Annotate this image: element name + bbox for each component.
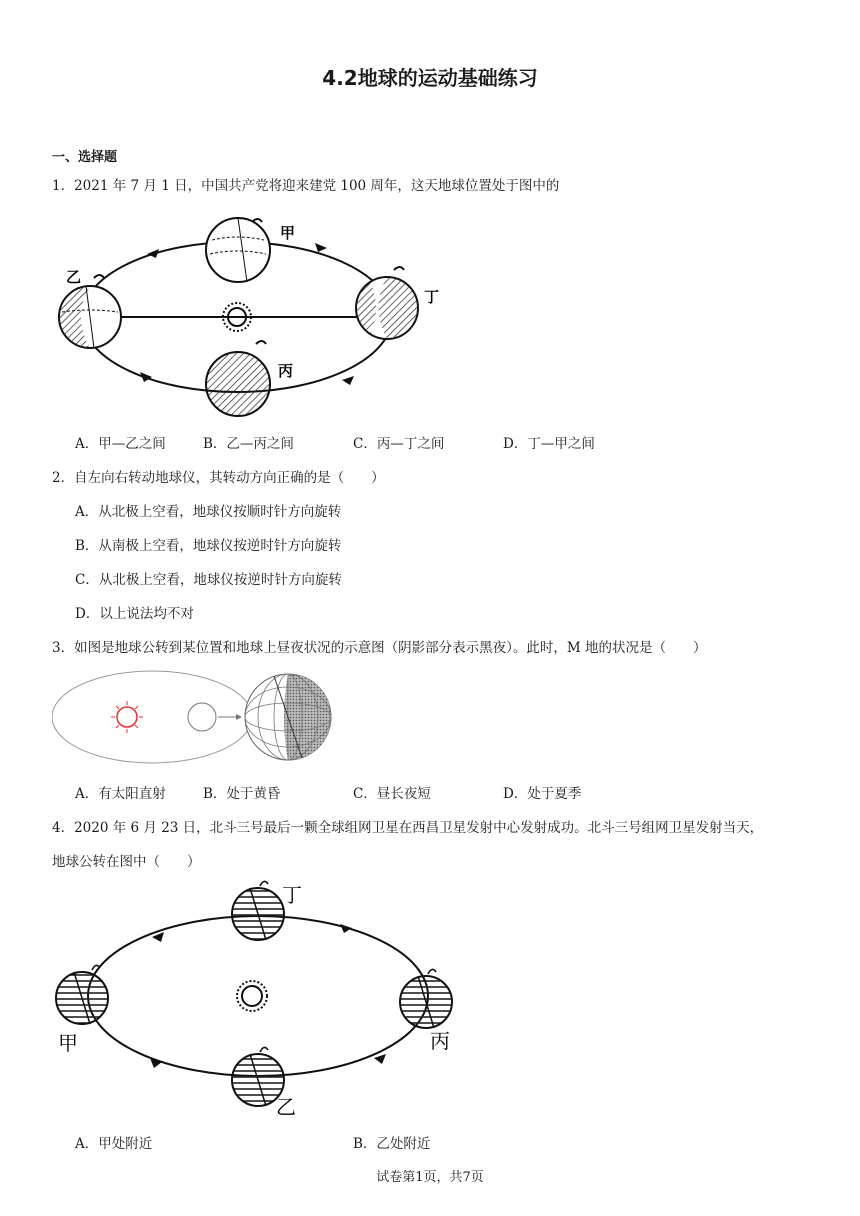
question-3-stem: 3．如图是地球公转到某位置和地球上昼夜状况的示意图（阴影部分表示黑夜）。此时，M 地的状况是（ ） xyxy=(52,640,707,656)
question-4-options xyxy=(75,1132,430,1152)
label-jia: 甲 xyxy=(280,224,296,242)
globe-ding xyxy=(232,881,284,940)
question-4-stem-line2: 地球公转在图中（ ） xyxy=(52,854,201,870)
sun-icon xyxy=(237,981,267,1011)
question-1-figure xyxy=(52,212,452,422)
globe-jia xyxy=(56,965,108,1024)
question-4-figure xyxy=(52,876,472,1116)
globe-day-night xyxy=(245,674,331,760)
question-4-stem-line1: 4．2020 年 6 月 23 日，北斗三号最后一颗全球组网卫星在西昌卫星发射中心发射成功。北斗三号组网卫星发射当天， xyxy=(52,820,764,836)
option-b[interactable]: B．乙处附近 xyxy=(353,1136,431,1152)
section-heading: 一、选择题 xyxy=(52,150,118,165)
option-a[interactable]: A．甲处附近 xyxy=(75,1136,153,1152)
question-3-options xyxy=(75,782,581,802)
globe-ding xyxy=(356,267,418,339)
option-a[interactable]: A．从北极上空看，地球仪按顺时针方向旋转 xyxy=(75,504,342,520)
globe-jia xyxy=(206,218,270,282)
option-b[interactable]: B．乙—丙之间 xyxy=(203,436,294,452)
globe-bing xyxy=(400,969,452,1028)
option-a[interactable]: A．有太阳直射 xyxy=(75,786,166,802)
page-footer: 试卷第1页，共7页 xyxy=(376,1170,484,1185)
label-yi: 乙 xyxy=(66,268,82,286)
label-ding: 丁 xyxy=(424,288,440,306)
question-1-stem: 1．2021 年 7 月 1 日，中国共产党将迎来建党 100 周年，这天地球位置处于图中的 xyxy=(52,178,560,194)
label-bing: 丙 xyxy=(278,362,294,380)
option-a[interactable]: A．甲—乙之间 xyxy=(75,436,166,452)
question-1-options xyxy=(75,432,595,452)
option-c[interactable]: C．从北极上空看，地球仪按逆时针方向旋转 xyxy=(75,572,342,588)
question-2-stem: 2．自左向右转动地球仪，其转动方向正确的是（ ） xyxy=(52,470,385,486)
question-3-figure xyxy=(52,668,337,768)
label-bing: 丙 xyxy=(430,1029,450,1053)
label-yi: 乙 xyxy=(276,1095,296,1116)
option-d[interactable]: D．丁—甲之间 xyxy=(503,436,595,452)
option-b[interactable]: B．处于黄昏 xyxy=(203,786,281,802)
option-d[interactable]: D．处于夏季 xyxy=(503,786,582,802)
option-c[interactable]: C．丙—丁之间 xyxy=(353,436,445,452)
label-ding: 丁 xyxy=(282,883,302,907)
globe-bing xyxy=(206,341,270,416)
page-title: 4.2地球的运动基础练习 xyxy=(322,66,538,90)
sun-icon xyxy=(111,701,143,733)
option-b[interactable]: B．从南极上空看，地球仪按逆时针方向旋转 xyxy=(75,538,342,554)
earth-small xyxy=(188,703,216,731)
option-c[interactable]: C．昼长夜短 xyxy=(353,786,431,802)
option-d[interactable]: D．以上说法均不对 xyxy=(75,606,194,622)
label-jia: 甲 xyxy=(58,1031,78,1055)
